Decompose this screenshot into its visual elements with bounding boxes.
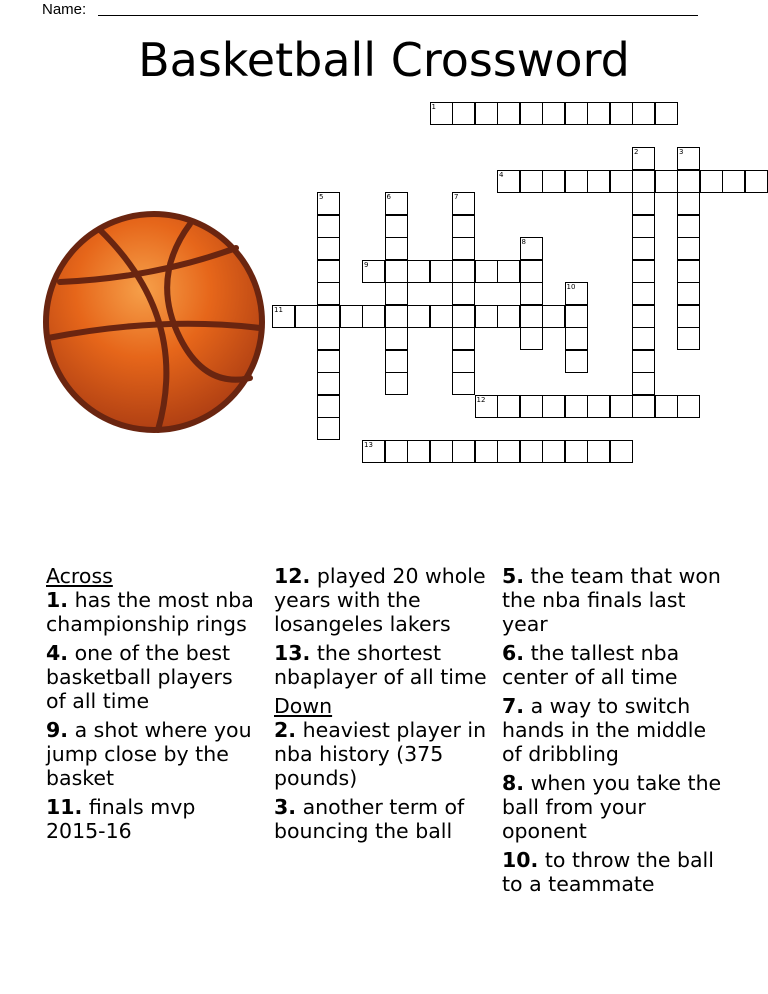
grid-cell[interactable] [407,305,430,328]
grid-cell[interactable] [520,170,543,193]
across-heading: Across [46,564,113,588]
grid-cell[interactable] [430,260,453,283]
grid-cell[interactable] [520,327,543,350]
grid-cell[interactable] [272,305,295,328]
grid-cell[interactable] [677,192,700,215]
down-heading: Down [274,694,333,718]
clue-down-3: 3. another term of bouncing the ball [274,795,465,843]
grid-cell[interactable] [475,395,498,418]
grid-cell[interactable] [317,260,340,283]
grid-cell[interactable] [520,102,543,125]
grid-cell[interactable] [700,170,723,193]
clue-across-13: 13. the shortest nbaplayer of all time [274,641,487,689]
grid-cell[interactable] [610,102,633,125]
grid-cell[interactable] [520,395,543,418]
grid-cell[interactable] [295,305,318,328]
grid-cell[interactable] [385,372,408,395]
clue-number: 6 [386,193,391,201]
grid-cell[interactable] [632,305,655,328]
clue-down-2: 2. heaviest player in nba history (375 pounds) [274,718,487,790]
grid-cell[interactable] [385,440,408,463]
clue-across-9: 9. a shot where you jump close by the basket [46,718,252,790]
grid-cell[interactable] [565,395,588,418]
grid-cell[interactable] [677,215,700,238]
grid-cell[interactable] [475,260,498,283]
grid-cell[interactable] [587,395,610,418]
clue-number: 1 [431,103,436,111]
clue-number: 10 [566,283,576,291]
clue-across-4: 4. one of the best basketball players of all time [46,641,233,713]
grid-cell[interactable] [452,102,475,125]
grid-cell[interactable] [565,350,588,373]
grid-cell[interactable] [452,215,475,238]
grid-cell[interactable] [452,237,475,260]
grid-cell[interactable] [565,305,588,328]
grid-cell[interactable] [520,237,543,260]
grid-cell[interactable] [385,260,408,283]
grid-cell[interactable] [542,102,565,125]
grid-cell[interactable] [677,395,700,418]
grid-cell[interactable] [452,192,475,215]
grid-cell[interactable] [520,440,543,463]
clues-column-2 [274,564,494,848]
clue-down-6: 6. the tallest nba center of all time [502,641,680,689]
grid-cell[interactable] [430,305,453,328]
clue-across-12: 12. played 20 whole years with the losangeles lakers [274,564,486,636]
grid-cell[interactable] [497,440,520,463]
grid-cell[interactable] [317,215,340,238]
clue-number: 12 [476,395,486,404]
grid-cell[interactable] [317,417,340,440]
grid-cell[interactable] [677,260,700,283]
grid-cell[interactable] [317,350,340,373]
grid-cell[interactable] [632,395,655,418]
grid-cell[interactable] [722,170,745,193]
grid-cell[interactable] [452,260,475,283]
grid-cell[interactable] [340,305,363,328]
grid-cell[interactable] [677,327,700,350]
grid-cell[interactable] [317,305,340,328]
grid-cell[interactable] [317,327,340,350]
clue-number: 9 [364,260,369,269]
grid-cell[interactable] [407,440,430,463]
clue-number: 3 [679,148,684,156]
grid-cell[interactable] [362,305,385,328]
grid-cell[interactable] [610,395,633,418]
grid-cell[interactable] [632,215,655,238]
grid-cell[interactable] [362,260,385,283]
grid-cell[interactable] [520,305,543,328]
grid-cell[interactable] [520,260,543,283]
grid-cell[interactable] [745,170,768,193]
clues-column-3 [502,564,722,901]
grid-cell[interactable] [565,440,588,463]
grid-cell[interactable] [430,440,453,463]
grid-cell[interactable] [475,102,498,125]
grid-cell[interactable] [587,440,610,463]
grid-cell[interactable] [520,282,543,305]
grid-cell[interactable] [632,282,655,305]
grid-cell[interactable] [610,170,633,193]
clue-across-11: 11. finals mvp 2015-16 [46,795,196,843]
grid-cell[interactable] [385,237,408,260]
grid-cell[interactable] [385,327,408,350]
grid-cell[interactable] [565,282,588,305]
grid-cell[interactable] [497,305,520,328]
grid-cell[interactable] [632,350,655,373]
grid-cell[interactable] [632,237,655,260]
grid-cell[interactable] [497,395,520,418]
grid-cell[interactable] [542,440,565,463]
grid-cell[interactable] [610,440,633,463]
grid-cell[interactable] [475,305,498,328]
clue-number: 4 [499,170,504,179]
clue-down-8: 8. when you take the ball from your oponent [502,771,722,843]
grid-cell[interactable] [655,102,678,125]
grid-cell[interactable] [542,395,565,418]
clue-number: 13 [364,440,373,449]
grid-cell[interactable] [565,102,588,125]
grid-cell[interactable] [385,282,408,305]
grid-cell[interactable] [317,282,340,305]
grid-cell[interactable] [452,372,475,395]
grid-cell[interactable] [497,170,520,193]
grid-cell[interactable] [632,170,655,193]
grid-cell[interactable] [497,260,520,283]
grid-cell[interactable] [565,327,588,350]
clue-number: 7 [454,193,459,201]
grid-cell[interactable] [452,350,475,373]
clue-number: 2 [634,148,639,156]
grid-cell[interactable] [542,170,565,193]
name-label: Name: [42,1,87,18]
grid-cell[interactable] [497,102,520,125]
grid-cell[interactable] [677,147,700,170]
grid-cell[interactable] [385,192,408,215]
grid-cell[interactable] [452,440,475,463]
grid-cell[interactable] [677,305,700,328]
clue-down-10: 10. to throw the ball to a teammate [502,848,714,896]
grid-cell[interactable] [430,102,453,125]
clue-across-1: 1. has the most nba championship rings [46,588,254,636]
grid-cell[interactable] [385,350,408,373]
clue-number: 8 [521,238,526,246]
grid-cell[interactable] [317,192,340,215]
grid-cell[interactable] [632,327,655,350]
grid-cell[interactable] [677,170,700,193]
grid-cell[interactable] [452,305,475,328]
clues-column-1 [46,564,256,848]
grid-cell[interactable] [452,327,475,350]
grid-cell[interactable] [632,102,655,125]
grid-cell[interactable] [317,237,340,260]
grid-cell[interactable] [565,170,588,193]
grid-cell[interactable] [677,282,700,305]
clue-down-7: 7. a way to switch hands in the middle of dribbling [502,694,707,766]
grid-cell[interactable] [632,372,655,395]
grid-cell[interactable] [587,170,610,193]
clue-number: 11 [274,305,283,314]
grid-cell[interactable] [677,237,700,260]
grid-cell[interactable] [655,395,678,418]
grid-cell[interactable] [632,260,655,283]
grid-cell[interactable] [407,260,430,283]
page-title: Basketball Crossword [138,33,630,87]
grid-cell[interactable] [362,440,385,463]
grid-cell[interactable] [385,215,408,238]
clue-down-5: 5. the team that won the nba finals last year [502,564,721,636]
grid-cell[interactable] [632,192,655,215]
grid-cell[interactable] [317,395,340,418]
grid-cell[interactable] [452,282,475,305]
grid-cell[interactable] [475,440,498,463]
grid-cell[interactable] [385,305,408,328]
grid-cell[interactable] [317,372,340,395]
grid-cell[interactable] [542,305,565,328]
grid-cell[interactable] [632,147,655,170]
grid-cell[interactable] [655,170,678,193]
grid-cell[interactable] [587,102,610,125]
clue-number: 5 [319,193,324,201]
